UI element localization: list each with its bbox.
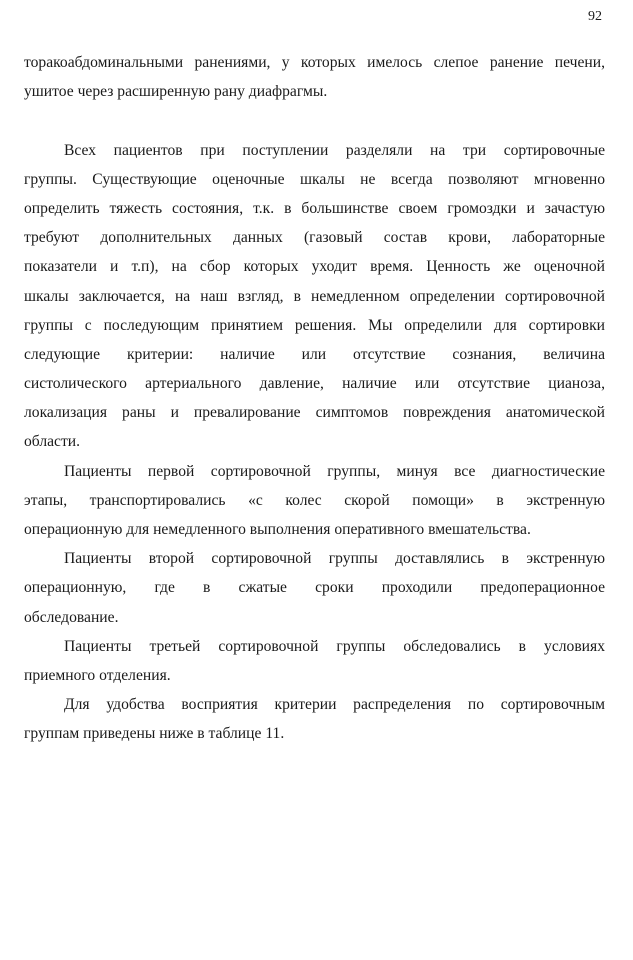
paragraph — [24, 632, 605, 690]
paragraph — [24, 690, 605, 748]
text-line: шкалы заключается, на наш взгляд, в немедленном определении сортировочной — [24, 287, 605, 305]
text-line: этапы, транспортировались «с колес скорой помощи» в экстренную — [24, 491, 605, 509]
text-line: Для удобства восприятия критерии распределения по сортировочным — [64, 696, 605, 714]
text-line: следующие критерии: наличие или отсутствие сознания, величина — [24, 345, 605, 363]
text-line: торакоабдоминальными ранениями, у которых имелось слепое ранение печени, — [24, 54, 605, 71]
paragraph — [24, 544, 605, 632]
text-line: Всех пациентов при поступлении разделяли на три сортировочные — [64, 141, 605, 159]
text-line: обследование. — [24, 608, 119, 626]
page-number: 92 — [588, 9, 602, 24]
text-line: Пациенты первой сортировочной группы, минуя все диагностические — [64, 462, 605, 480]
text-line: ушитое через расширенную рану диафрагмы. — [24, 83, 328, 101]
text-line: локализация раны и превалирование симптомов повреждения анатомической — [24, 404, 605, 422]
paragraph — [24, 136, 605, 457]
document-body — [24, 48, 605, 749]
text-line: систолического артериального давление, наличие или отсутствие цианоза, — [24, 375, 605, 393]
text-line: операционную, где в сжатые сроки проходили предоперационное — [24, 579, 605, 597]
paragraph — [24, 48, 605, 106]
text-line: группам приведены ниже в таблице 11. — [24, 725, 285, 743]
text-line: показатели и т.п), на сбор которых уходит время. Ценность же оценочной — [24, 258, 605, 276]
text-line: Пациенты третьей сортировочной группы обследовались в условиях — [64, 637, 605, 655]
text-line: Пациенты второй сортировочной группы доставлялись в экстренную — [64, 550, 605, 568]
text-line: области. — [24, 433, 81, 451]
text-line: приемного отделения. — [24, 666, 171, 684]
paragraph-gap — [24, 106, 605, 135]
text-line: определить тяжесть состояния, т.к. в большинстве своем громоздки и зачастую — [24, 199, 605, 217]
text-line: группы с последующим принятием решения. Мы определили для сортировки — [24, 316, 605, 334]
paragraph — [24, 457, 605, 545]
text-line: группы. Существующие оценочные шкалы не всегда позволяют мгновенно — [24, 170, 605, 188]
text-line: операционную для немедленного выполнения оперативного вмешательства. — [24, 521, 531, 538]
text-line: требуют дополнительных данных (газовый состав крови, лабораторные — [24, 229, 605, 247]
